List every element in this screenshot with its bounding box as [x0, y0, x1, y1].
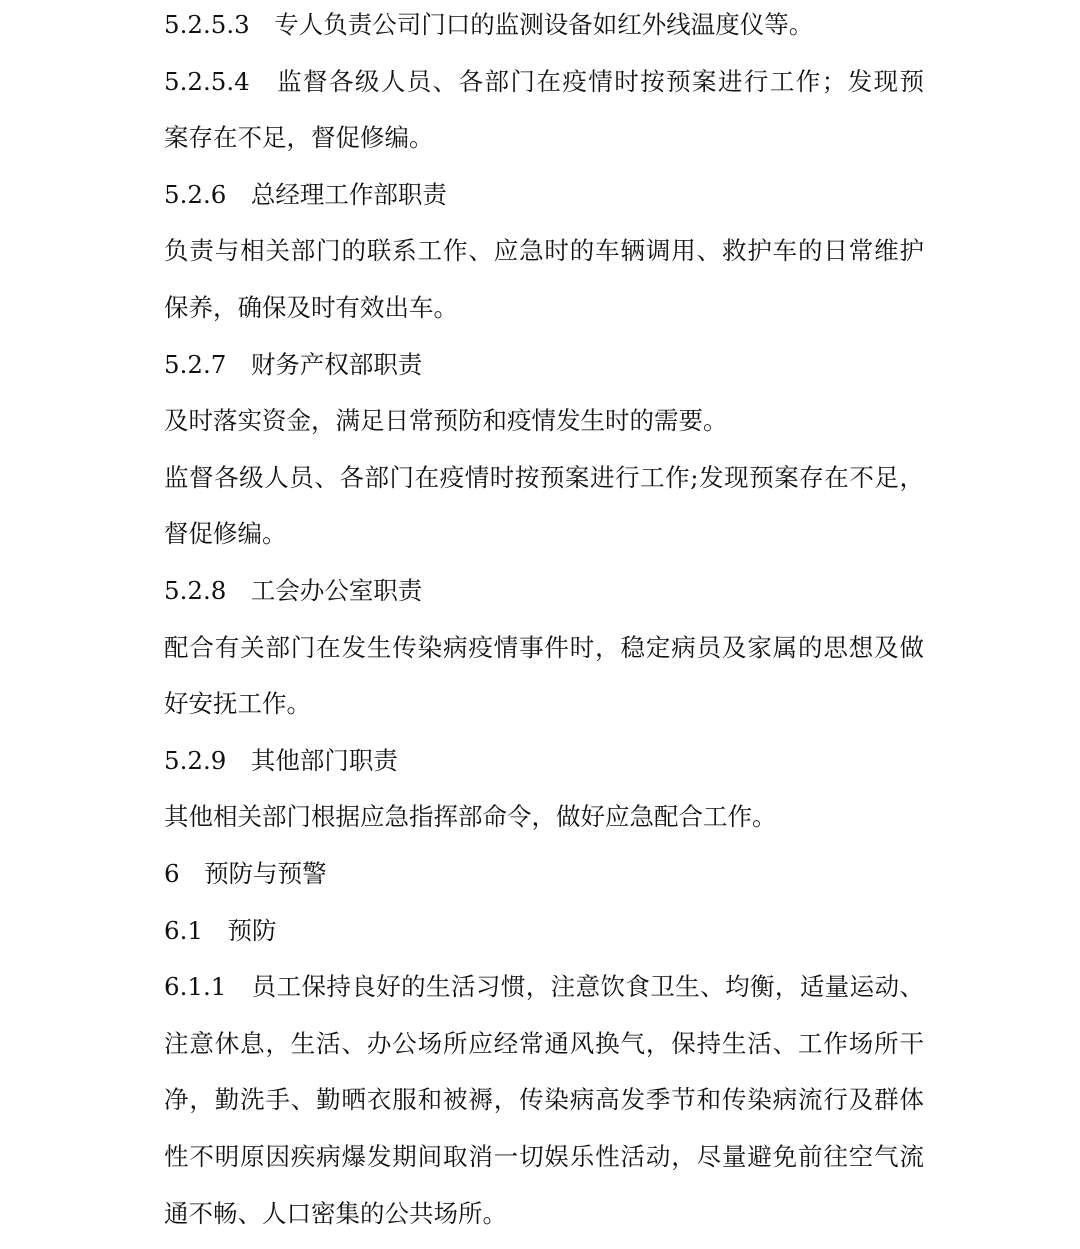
text-line: 好安抚工作。: [164, 689, 311, 718]
text-line: 配合有关部门在发生传染病疫情事件时，稳定病员及家属的思想及做: [164, 633, 924, 662]
text-line: 其他相关部门根据应急指挥部命令，做好应急配合工作。: [164, 802, 777, 831]
text-line: 及时落实资金，满足日常预防和疫情发生时的需要。: [164, 406, 728, 435]
text-line: 5.2.5.4 监督各级人员、各部门在疫情时按预案进行工作；发现预: [164, 67, 924, 96]
section-heading: 5.2.8 工会办公室职责: [164, 576, 423, 605]
section-heading: 6 预防与预警: [164, 859, 327, 888]
text-line: 注意休息，生活、办公场所应经常通风换气，保持生活、工作场所干: [164, 1029, 924, 1058]
text-line: 通不畅、人口密集的公共场所。: [164, 1199, 507, 1228]
text-line: 监督各级人员、各部门在疫情时按预案进行工作;发现预案存在不足，: [164, 463, 924, 492]
section-heading: 6.1 预防: [164, 916, 277, 945]
section-heading: 5.2.7 财务产权部职责: [164, 350, 423, 379]
section-heading: 5.2.6 总经理工作部职责: [164, 180, 447, 209]
text-line: 净，勤洗手、勤晒衣服和被褥，传染病高发季节和传染病流行及群体: [164, 1085, 924, 1114]
text-line: 5.2.5.3 专人负责公司门口的监测设备如红外线温度仪等。: [164, 10, 814, 39]
text-line: 案存在不足，督促修编。: [164, 123, 434, 152]
text-line: 6.1.1 员工保持良好的生活习惯，注意饮食卫生、均衡，适量运动、: [164, 972, 924, 1001]
section-heading: 5.2.9 其他部门职责: [164, 746, 398, 775]
text-line: 保养，确保及时有效出车。: [164, 293, 458, 322]
text-line: 性不明原因疾病爆发期间取消一切娱乐性活动，尽量避免前往空气流: [164, 1142, 924, 1171]
text-line: 督促修编。: [164, 519, 287, 548]
text-line: 负责与相关部门的联系工作、应急时的车辆调用、救护车的日常维护: [164, 236, 924, 265]
